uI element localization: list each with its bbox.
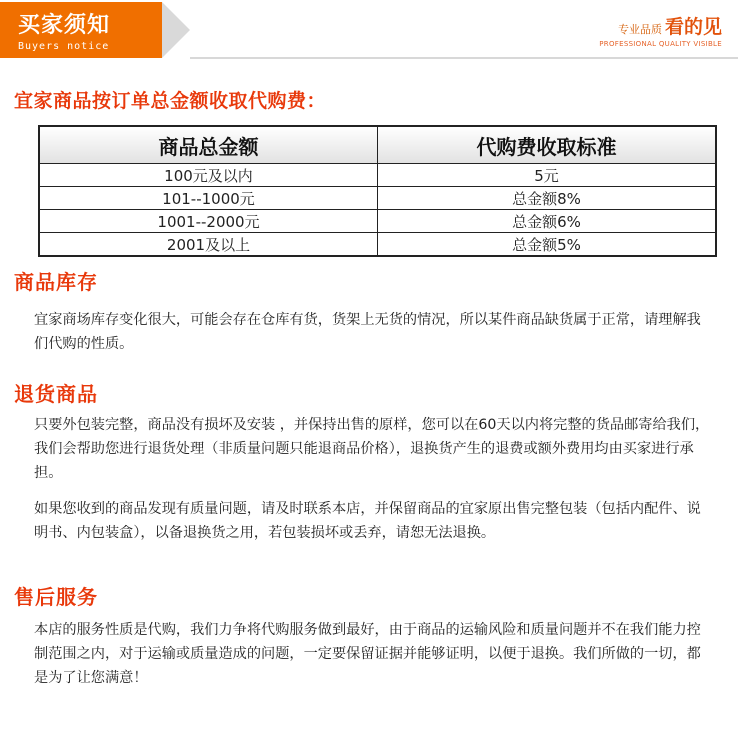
returns-paragraph-1: 只要外包装完整，商品没有损坏及安装 ，并保持出售的原样，您可以在60天以内将完整的货品邮寄给我们，我们会帮助您进行退货处理（非质量问题只能退商品价格），退换货产生的退费或额外费用均由买家进行承担。	[34, 417, 710, 481]
fee-cell: 总金额6%	[378, 210, 717, 233]
badge-subtitle: Buyers notice	[18, 41, 110, 52]
table-row	[39, 187, 716, 210]
fee-cell: 总金额8%	[378, 187, 717, 210]
returns-paragraph-2: 如果您收到的商品发现有质量问题，请及时联系本店，并保留商品的宜家原出售完整包装（包括内配件、说明书、内包装盒），以备退换货之用，若包装损坏或丢弃，请恕无法退换。	[34, 501, 701, 541]
fee-cell: 总金额5%	[378, 233, 717, 257]
fee-table	[38, 125, 717, 257]
slogan-small: 专业品质	[617, 23, 662, 36]
column-header-amount: 商品总金额	[39, 126, 378, 164]
slogan-english: PROFESSIONAL QUALITY VISIBLE	[599, 40, 722, 48]
buyers-notice-badge	[0, 2, 162, 58]
badge-arrow-shape	[162, 2, 190, 58]
amount-cell: 101--1000元	[39, 187, 378, 210]
amount-cell: 100元及以内	[39, 164, 378, 187]
fee-title: 宜家商品按订单总金额收取代购费：	[14, 90, 327, 112]
table-row	[39, 233, 716, 257]
returns-title: 退货商品	[14, 382, 98, 406]
slogan-big: 看的见	[664, 16, 722, 38]
fee-cell: 5元	[378, 164, 717, 187]
column-header-fee: 代购费收取标准	[378, 126, 717, 164]
quality-slogan	[618, 12, 722, 39]
amount-cell: 2001及以上	[39, 233, 378, 257]
stock-title: 商品库存	[14, 270, 98, 294]
badge-title: 买家须知	[18, 13, 111, 38]
table-row	[39, 164, 716, 187]
service-text: 本店的服务性质是代购，我们力争将代购服务做到最好，由于商品的运输风险和质量问题并不在我们能力控制范围之内，对于运输或质量造成的问题，一定要保留证据并能够证明，以便于退换。我们所做的一切，都是为了让您满意！	[34, 622, 701, 686]
amount-cell: 1001--2000元	[39, 210, 378, 233]
fee-table-header	[39, 126, 716, 164]
header	[0, 0, 750, 60]
header-divider	[190, 57, 738, 59]
stock-text: 宜家商场库存变化很大，可能会存在仓库有货，货架上无货的情况，所以某件商品缺货属于正常，请理解我们代购的性质。	[34, 312, 701, 352]
table-row	[39, 210, 716, 233]
service-title: 售后服务	[14, 585, 98, 609]
